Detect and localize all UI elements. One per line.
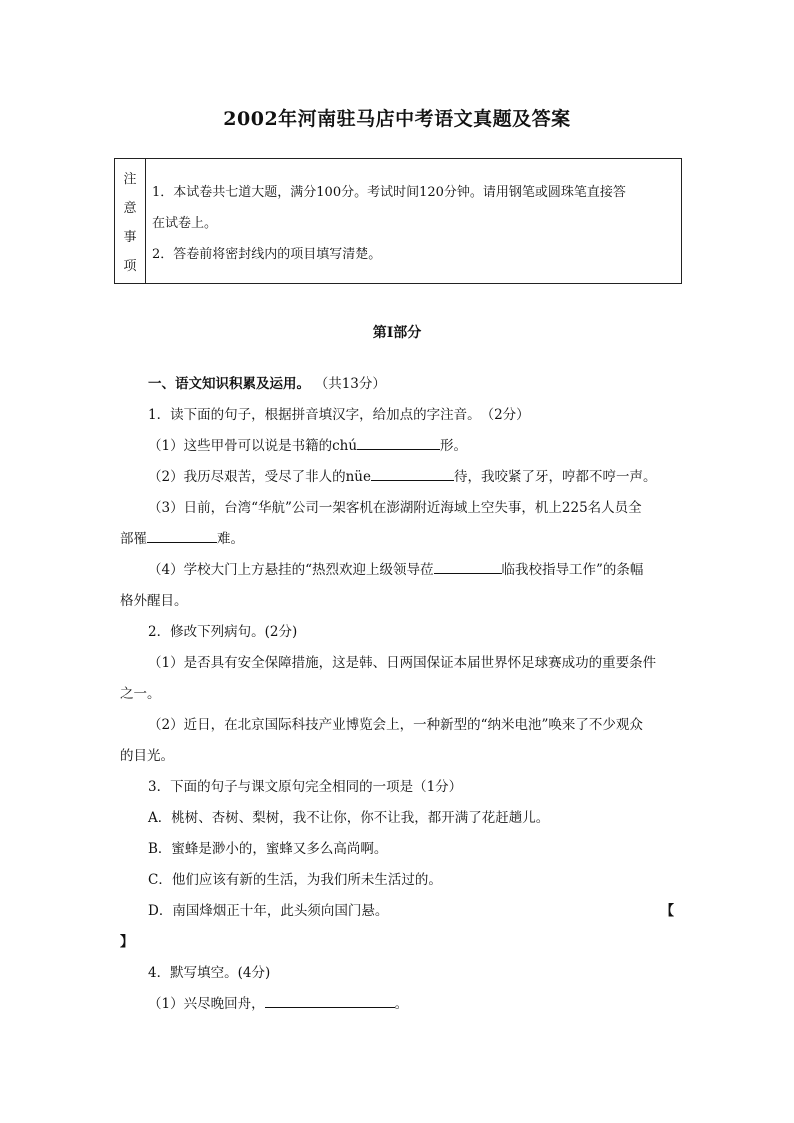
q1-sentence-4-line-1: [120, 558, 674, 589]
q1-s4-after: 临我校指导工作”的条幅: [501, 562, 644, 578]
q1-s3-after: 难。: [217, 531, 244, 547]
q2-stem: 2．修改下列病句。(2分): [148, 624, 298, 640]
section-heading-text: 一、语文知识积累及运用。: [148, 376, 310, 392]
section-heading: [120, 372, 674, 403]
answer-bracket-open: 【: [660, 903, 674, 919]
q2-sentence-2-line-1: （2）近日，在北京国际科技产业博览会上，一种新型的“纳米电池”唤来了不少观众: [148, 717, 643, 733]
q3-option-b: B．蜜蜂是渺小的，蜜蜂又多么高尚啊。: [148, 841, 388, 857]
q3-stem: 3．下面的句子与课文原句完全相同的一项是（1分）: [148, 779, 463, 795]
notice-item-2: 2．答卷前将密封线内的项目填写清楚。: [152, 247, 382, 262]
q3-option-d: D．南国烽烟正十年，此头须向国门悬。: [148, 903, 389, 919]
notice-label-char: 事: [123, 230, 137, 245]
answer-blank[interactable]: [147, 528, 217, 543]
notice-item-1-line-1: 1．本试卷共七道大题，满分100分。考试时间120分钟。请用钢笔或圆珠笔直接答: [152, 185, 626, 200]
q2-sentence-2-line-2: 的目光。: [120, 748, 174, 764]
notice-body: [146, 159, 681, 283]
answer-blank[interactable]: [357, 435, 440, 450]
q2-sentence-1-line-2: 之一。: [120, 686, 161, 702]
q1-sentence-2: [120, 465, 674, 496]
q4-s1-after: 。: [394, 996, 409, 1012]
q1-sentence-3-line-2: [120, 527, 674, 558]
q1-sentence-4-line-2: 格外醒目。: [120, 593, 188, 609]
q4-stem: 4．默写填空。(4分): [148, 965, 271, 981]
part-title: 第Ⅰ部分: [372, 325, 422, 341]
section-score: （共13分）: [314, 376, 386, 392]
answer-blank[interactable]: [371, 466, 454, 481]
q1-s1-before: （1）这些甲骨可以说是书籍的chú: [148, 438, 358, 454]
q2-sentence-1-line-1: （1）是否具有安全保障措施，这是韩、日两国保证本届世界怀足球赛成功的重要条件: [148, 655, 657, 671]
q1-s2-after: 待，我咬紧了牙，哼都不哼一声。: [453, 469, 657, 485]
notice-label-char: 意: [123, 201, 137, 216]
page-title: 2002年河南驻马店中考语文真题及答案: [223, 108, 571, 130]
question-content: [120, 372, 674, 1023]
notice-label-char: 项: [123, 259, 137, 274]
q4-sentence-1: [120, 992, 674, 1023]
q1-s2-before: （2）我历尽艰苦，受尽了非人的nüe: [148, 469, 371, 485]
notice-label-char: 注: [123, 172, 137, 187]
q3-option-a: A．桃树、杏树、梨树，我不让你，你不让我，都开满了花赶趟儿。: [148, 810, 550, 826]
q4-s1-before: （1）兴尽晚回舟，: [148, 996, 265, 1012]
q1-s4-before: （4）学校大门上方悬挂的“热烈欢迎上级领导莅: [148, 562, 434, 578]
notice-box: [114, 158, 682, 284]
q1-stem: 1．读下面的句子，根据拼音填汉字，给加点的字注音。 （2分）: [148, 407, 530, 423]
q1-s1-after: 形。: [440, 438, 468, 454]
q3-option-c: C．他们应该有新的生活，为我们所未生活过的。: [148, 872, 442, 888]
notice-item-1-line-2: 在试卷上。: [152, 216, 218, 231]
notice-label: [115, 159, 146, 283]
answer-bracket-close: 】: [120, 934, 134, 950]
q3-option-d-line: [120, 899, 674, 930]
answer-blank[interactable]: [434, 559, 502, 574]
answer-blank[interactable]: [265, 993, 395, 1008]
q1-sentence-3-line-1: （3）日前，台湾“华航”公司一架客机在澎湖附近海域上空失事，机上225名人员全: [148, 500, 642, 516]
q1-sentence-1: [120, 434, 674, 465]
q1-s3-before: 部罹: [120, 531, 147, 547]
